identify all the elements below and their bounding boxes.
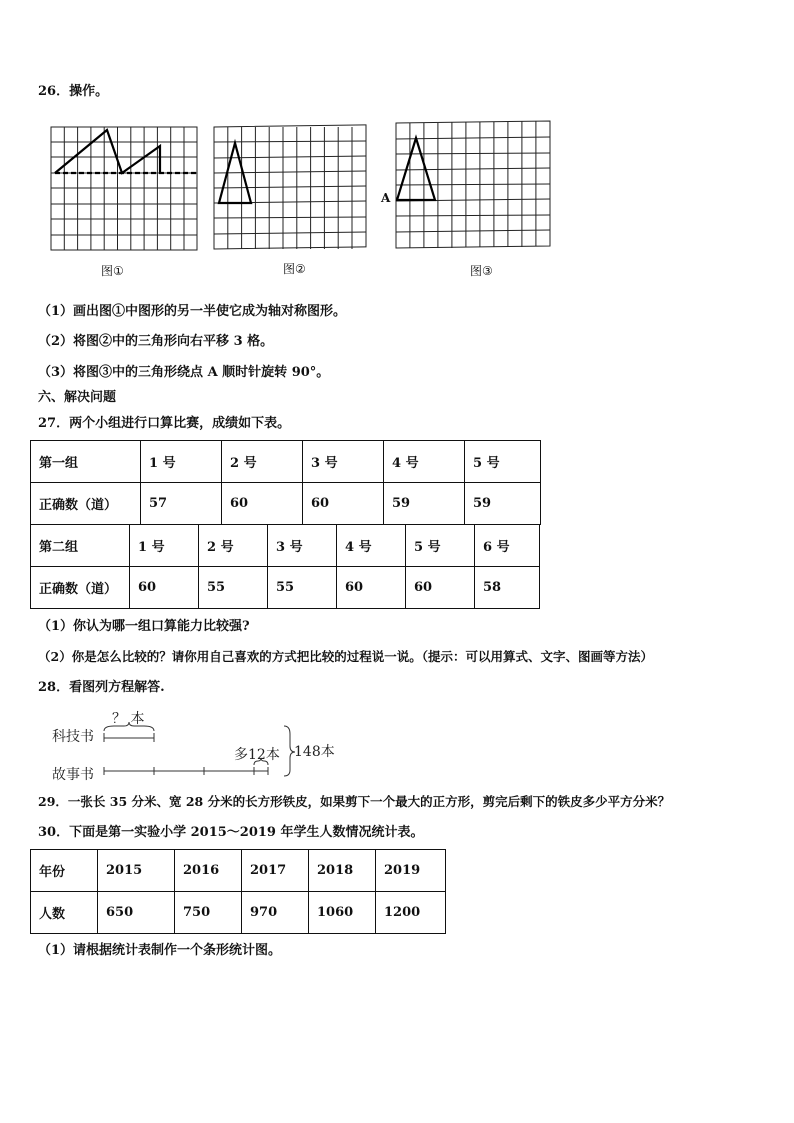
table-row — [31, 850, 446, 892]
q26-item-2: （2）将图②中的三角形向右平移 3 格。 — [38, 334, 274, 349]
table-cell: 60 — [130, 567, 199, 609]
q26-title: 26．操作。 — [38, 84, 109, 99]
figure-1-caption: 图① — [101, 264, 124, 278]
q28-row2-label: 故事书 — [52, 767, 94, 783]
q26-item-1: （1）画出图①中图形的另一半使它成为轴对称图形。 — [38, 304, 347, 319]
table-cell: 4 号 — [384, 441, 465, 483]
table-cell: 60 — [337, 567, 406, 609]
table-cell: 60 — [406, 567, 475, 609]
table-cell: 2015 — [98, 850, 175, 892]
table-cell: 57 — [141, 483, 222, 525]
q27-title: 27．两个小组进行口算比赛，成绩如下表。 — [38, 416, 291, 431]
q30-table — [30, 849, 446, 934]
q30-title: 30．下面是第一实验小学 2015～2019 年学生人数情况统计表。 — [38, 825, 424, 840]
table-cell: 6 号 — [475, 525, 540, 567]
table-cell: 第二组 — [31, 525, 130, 567]
q27-item-2: （2）你是怎么比较的？请你用自己喜欢的方式把比较的过程说一说。（提示：可以用算式、文字、图画等方法） — [38, 649, 653, 664]
table-cell: 5 号 — [465, 441, 541, 483]
table-row — [31, 892, 446, 934]
q28-line-diagram — [100, 720, 296, 780]
table-cell: 58 — [475, 567, 540, 609]
table-cell: 60 — [222, 483, 303, 525]
table-cell: 4 号 — [337, 525, 406, 567]
table-cell: 970 — [242, 892, 309, 934]
table-cell: 59 — [465, 483, 541, 525]
q27-group2-table — [30, 524, 540, 609]
table-row — [31, 525, 540, 567]
section-6-title: 六、解决问题 — [38, 390, 117, 405]
table-cell: 1 号 — [130, 525, 199, 567]
table-cell: 55 — [268, 567, 337, 609]
point-a-label: A — [381, 191, 391, 205]
q29-title: 29．一张长 35 分米、宽 28 分米的长方形铁皮，如果剪下一个最大的正方形，剪完后剩下的铁皮多少平方分米？ — [38, 794, 671, 809]
table-cell: 60 — [303, 483, 384, 525]
table-cell: 1 号 — [141, 441, 222, 483]
table-cell: 2019 — [376, 850, 446, 892]
table-cell: 2 号 — [199, 525, 268, 567]
q28-title: 28．看图列方程解答. — [38, 680, 165, 695]
table-cell: 人数 — [31, 892, 98, 934]
figure-2-caption: 图② — [283, 262, 306, 276]
q30-item-1: （1）请根据统计表制作一个条形统计图。 — [38, 943, 282, 958]
figure-1-grid — [50, 126, 200, 252]
table-cell: 5 号 — [406, 525, 475, 567]
q27-item-1: （1）你认为哪一组口算能力比较强? — [38, 619, 250, 634]
table-cell: 2016 — [175, 850, 242, 892]
table-cell: 年份 — [31, 850, 98, 892]
q27-group1-table — [30, 440, 541, 525]
table-cell: 59 — [384, 483, 465, 525]
q28-unknown-label: ？ 本 — [112, 711, 145, 727]
table-cell: 2017 — [242, 850, 309, 892]
figure-3-caption: 图③ — [470, 264, 493, 278]
table-row — [31, 483, 541, 525]
table-cell: 3 号 — [303, 441, 384, 483]
table-cell: 3 号 — [268, 525, 337, 567]
table-row — [31, 567, 540, 609]
figure-3-grid — [395, 120, 553, 250]
table-cell: 650 — [98, 892, 175, 934]
q28-extra-label: 多12本 — [234, 747, 280, 763]
table-cell: 2 号 — [222, 441, 303, 483]
q28-total-label: 148本 — [294, 744, 335, 760]
table-cell: 750 — [175, 892, 242, 934]
table-cell: 55 — [199, 567, 268, 609]
table-cell: 第一组 — [31, 441, 141, 483]
figure-2-grid — [213, 124, 369, 252]
table-row — [31, 441, 541, 483]
q26-item-3: （3）将图③中的三角形绕点 A 顺时针旋转 90°。 — [38, 365, 330, 380]
q28-row1-label: 科技书 — [52, 729, 94, 745]
table-cell: 2018 — [309, 850, 376, 892]
table-cell: 正确数（道） — [31, 483, 141, 525]
table-cell: 1060 — [309, 892, 376, 934]
table-cell: 1200 — [376, 892, 446, 934]
table-cell: 正确数（道） — [31, 567, 130, 609]
